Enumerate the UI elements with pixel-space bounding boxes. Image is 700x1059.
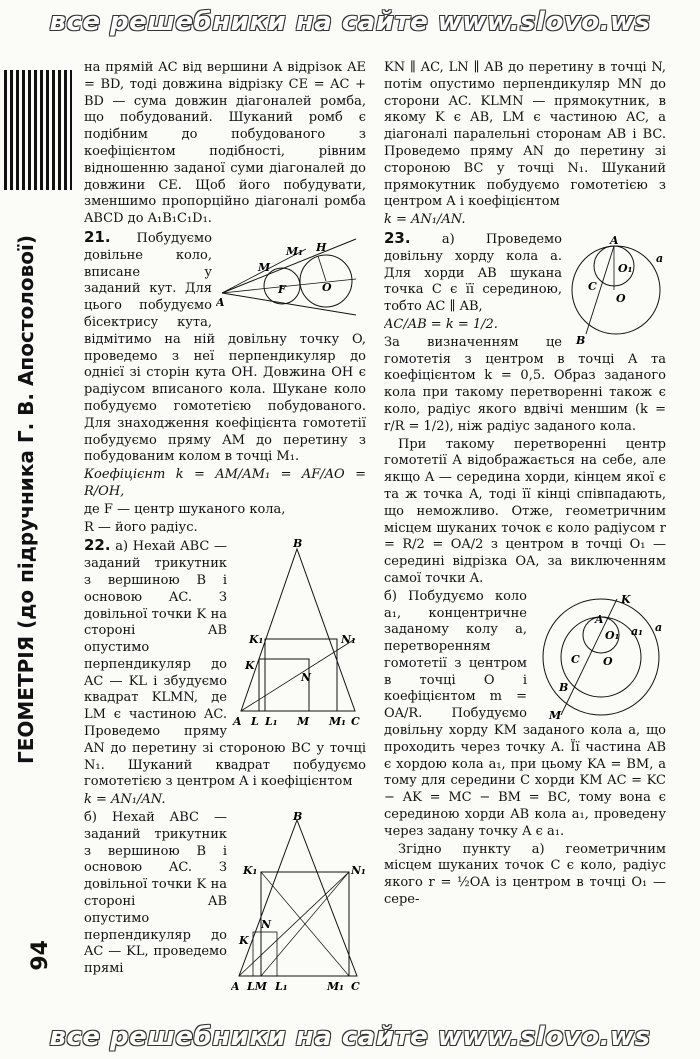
decorative-stripes: [4, 70, 72, 190]
label-A: A: [610, 233, 619, 247]
label-A: A: [595, 612, 604, 626]
coefficient-formula-22a: k = AN₁/AN.: [84, 792, 166, 808]
label-B: B: [293, 812, 303, 824]
problem-21: [84, 229, 366, 466]
label-C: C: [351, 715, 360, 729]
textbook-page: [0, 60, 700, 1015]
label-K: K: [245, 659, 255, 673]
problem-22b-text: б) Нехай ABC — заданий трикутник з вершиною B і основою AC. З довільної точки K на стороні AB опустимо перпендикуляр до AC — KL, проведемо прямі: [84, 810, 227, 977]
problem-22a-text: а) Нехай ABC — заданий трикутник з вершиною B і основою AC. З довільної точки K на стороні AB опустимо перпендикуляр до AC — KL і збудуємо квадрат KLMN, де LM є частиною AC. Проведемо пряму AN до перетину зі стороною BC у точці N₁. Шуканий квадрат побудуємо гомотетією з центром A і коефіцієнтом: [84, 539, 366, 790]
label-N: N: [261, 918, 272, 932]
paragraph-20-end: на прямій AC від вершини A відрізок AE = BD, тоді довжина відрізку CE = AC + BD — сума довжин діагоналей ромба, що побудований. Шуканий ромб є подібним до побудованого з коефіцієнтом подібності, рівним відношенню заданої суми діагоналей до довжини CE. Щоб його побудувати, зменшимо пропорційно діагоналі ромба ABCD до A₁B₁C₁D₁.: [84, 60, 366, 227]
label-H: H: [316, 240, 327, 254]
label-B: B: [559, 680, 569, 694]
problem-number-21: 21.: [84, 227, 111, 246]
figure-22a-square: [231, 539, 366, 729]
ratio-formula-23: AC/AB = k = 1/2.: [384, 316, 498, 332]
label-K: K: [621, 592, 631, 606]
figure-22b-rectangle: [231, 812, 366, 992]
label-a: a: [656, 251, 664, 265]
label-a: a: [655, 620, 663, 634]
label-O: O: [616, 291, 626, 305]
problem-23a-explanation: За визначенням це гомотетія з центром в точці A та коефіцієнтом k = 0,5. Образ заданого кола при такому перетворенні також є коло, радіус якого вдвічі меншим (k = r/R = 1/2), ніж радіус заданого кола.: [384, 334, 666, 434]
label-L1: L₁: [275, 980, 288, 993]
label-a1: a₁: [631, 624, 643, 638]
label-M1: M₁: [327, 980, 344, 993]
left-column: [84, 60, 366, 1015]
label-A: A: [233, 715, 242, 729]
bottom-banner: все решебники на сайте www.slovo.ws: [49, 1022, 651, 1052]
figure-23b-concentric-circles: [531, 591, 666, 721]
label-B: B: [293, 539, 303, 551]
label-O: O: [322, 280, 332, 294]
problem-21-text: Побудуємо довільне коло, вписане у заданий кут. Для цього побудуємо бісектрису кута, відмітимо на ній довільну точку O, проведемо з неї перпендикуляр до однієї зі сторін кута OH. Довжина OH є радіусом вписаного кола. Шукане коло побудуємо гомотетією побудованого. Для знаходження коефіцієнта гомотетії побудуємо пряму AM до перетину з побудованим колом в точці M₁.: [84, 230, 366, 465]
label-A: A: [231, 980, 240, 993]
label-M: M: [297, 715, 310, 729]
problem-23b-text: б) Побудуємо коло a₁, концентричне заданому колу a, перетворенням гомотетії з центром в точці O і коефіцієнтом m = OA/R. Побудуємо довільну хорду KM заданого кола a, що проходить через точку A. Її частина AB є хордою кола a₁, при цьому KA = BM, а тому для середини C хорди KM AC = KC − AK = MC − BM = BC, тому вона є серединою хорди AB кола a₁, проведену через задану точку A є a₁.: [384, 588, 666, 839]
label-LM: LM: [247, 980, 267, 993]
problem-23b-conclusion: Згідно пункту а) геометричним місцем шуканих точок C є коло, радіус якого r = ½OA із центром в точці O₁ — сере-: [384, 841, 666, 908]
problem-22b-cont: KN ∥ AC, LN ∥ AB до перетину в точці N, потім опустимо перпендикуляр MN до сторони AC. KLMN — прямокутник, в якому K є AB, LM є частиною AC, а діагоналі паралельні сторонам AB і BC. Проведемо пряму AN до перетину зі стороною BC у точці N₁. Шуканий прямокутник побудуємо гомотетією з центром A і коефіцієнтом: [384, 60, 666, 210]
figure-23a-chord-circle: [566, 232, 666, 347]
label-M: M: [549, 708, 562, 721]
label-L: L: [251, 715, 259, 729]
label-N: N: [301, 671, 312, 685]
label-M: M: [258, 260, 271, 274]
label-C: C: [571, 652, 580, 666]
label-C: C: [588, 279, 597, 293]
label-N1: N₁: [341, 633, 356, 647]
label-M1: M₁: [329, 715, 346, 729]
problem-22a: [84, 537, 366, 791]
label-N1: N₁: [351, 864, 366, 878]
label-O: O: [603, 654, 613, 668]
problem-number-23: 23.: [384, 228, 411, 247]
running-title: ГЕОМЕТРІЯ (до підручника Г. В. Апостолової): [14, 235, 38, 765]
figure-21-inscribed-circle: [216, 231, 366, 321]
definition-r: R — його радіус.: [84, 519, 198, 535]
label-O1: O₁: [618, 261, 633, 275]
problem-23a-conclusion: При такому перетворенні центр гомотетії A відображається на себе, але якщо A — середина хорди, кінцем якої є та ж точка A, тоді її кінці співпадають, що неможливо. Отже, геометричним місцем шуканих точок є коло радіусом r = R/2 = OA/2 з центром в точці O₁ — середині відрізка OA, за виключенням самої точки A.: [384, 436, 666, 586]
coefficient-formula-22b: k = AN₁/AN.: [384, 212, 466, 228]
label-A: A: [216, 295, 225, 309]
coefficient-formula-21: Коефіцієнт k = AM/AM₁ = AF/AO = R/OH,: [84, 467, 366, 499]
label-M1: M₁: [286, 244, 303, 258]
label-L1: L₁: [265, 715, 278, 729]
label-B: B: [576, 333, 586, 347]
problem-number-22: 22.: [84, 536, 111, 555]
top-banner: все решебники на сайте www.slovo.ws: [49, 7, 651, 37]
label-F: F: [278, 282, 286, 296]
label-K1: K₁: [249, 633, 264, 647]
right-column: [384, 60, 666, 1015]
problem-22b: [84, 810, 366, 993]
label-K: K: [239, 934, 249, 948]
label-O1: O₁: [605, 628, 620, 642]
label-C: C: [351, 980, 360, 993]
problem-23a-text: а) Проведемо довільну хорду кола a. Для хорди AB шукана точка C є її серединою, тобто AC ∥ AB,: [384, 231, 562, 315]
page-number: 94: [28, 940, 53, 971]
definition-f: де F — центр шуканого кола,: [84, 501, 286, 517]
problem-23b: [384, 589, 666, 841]
side-margin: [0, 60, 75, 1015]
label-K1: K₁: [243, 864, 258, 878]
